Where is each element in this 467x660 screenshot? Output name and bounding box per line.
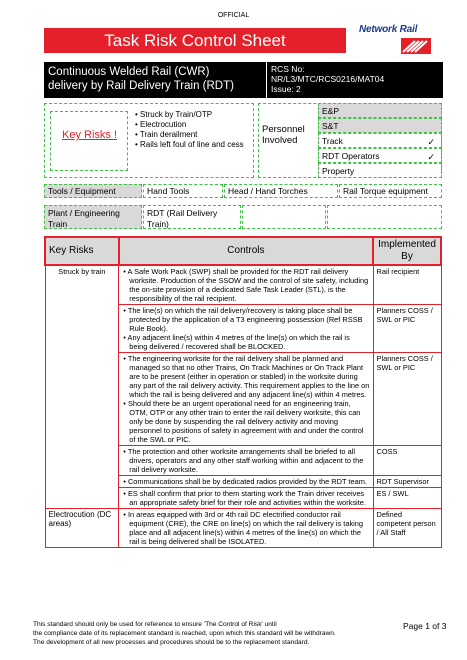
table-row [45, 509, 441, 548]
controls-cell: • A Safe Work Pack (SWP) shall be provided for the RDT rail delivery worksite. Production of the SSOW and the control of site safety, including the on-site provision of a dedicated Safe Task Leader (STL), is the responsibility of the rail recipient. [119, 265, 373, 305]
implemented-by-cell: Rail recipient [373, 265, 441, 305]
personnel-row: S&T [318, 118, 442, 133]
risk-cell [45, 476, 119, 488]
controls-cell: • The line(s) on which the rail delivery/recovery is taking place shall be protected by the application of a T3 engineering possession (Ref RSSB Rule Book). • Any adjacent line(s) within 4 metres of the line(s) on which the rail is being delivered / recovered shall be BLOCKED. [119, 305, 373, 353]
controls-table [44, 236, 442, 548]
controls-cell: • The protection and other worksite arrangements shall be briefed to all drivers, operators and any other staff working within and adjacent to the rail delivery worksite. [119, 446, 373, 476]
implemented-by-cell: Planners COSS / SWL or PIC [373, 353, 441, 446]
table-row [45, 305, 441, 353]
controls-cell: • The engineering worksite for the rail delivery shall be planned and managed so that no other Trains, On Track Machines or On Track Plant are to be present (either in operation or stabled) in the worksite during any part of the rail delivery activity. This requirement applies to the line on which the rail is being delivered and any adjacent line(s) within 4 metres. • Should there be an urgent operational need for an engineering train, OTM, OTP or any other train to enter the rail delivery worksite, this can only be done by suspending the rail delivery activity and moving personnel to positions of safety in agreement with and under the control of the SWL or PIC. [119, 353, 373, 446]
plant-empty-cell [242, 205, 326, 229]
risk-cell [45, 305, 119, 353]
table-row [45, 265, 441, 305]
check-icon: ✓ [427, 152, 435, 162]
col-header-implemented-by: Implemented By [373, 237, 441, 265]
implemented-by-cell: Planners COSS / SWL or PIC [373, 305, 441, 353]
footer-line: This standard should only be used for reference to ensure 'The Control of Risk' until [33, 621, 277, 628]
logo-text: Network Rail [359, 24, 418, 35]
network-rail-logo [357, 24, 433, 56]
implemented-by-cell: RDT Supervisor [373, 476, 441, 488]
footer-line: the compliance date of its replacement standard is reached, upon which this standard will be withdrawn. [33, 630, 336, 637]
tool-item: Head / Hand Torches [224, 184, 338, 198]
check-icon: ✓ [427, 137, 435, 147]
page-title: Task Risk Control Sheet [44, 28, 346, 53]
risk-cell [45, 488, 119, 509]
tools-label: Tools / Equipment [44, 184, 142, 198]
table-row [45, 446, 441, 476]
risk-cell [45, 446, 119, 476]
controls-cell: • Communications shall be by dedicated radios provided by the RDT team. [119, 476, 373, 488]
personnel-label: Personnel Involved [262, 124, 305, 146]
col-header-key-risks: Key Risks [45, 237, 119, 265]
footer-line: The development of all new processes and procedures should be to the replacement standard. [33, 639, 310, 646]
implemented-by-cell: COSS [373, 446, 441, 476]
personnel-list [318, 103, 442, 178]
risk-cell: Struck by train [45, 265, 119, 305]
rcs-number: NR/L3/MTC/RCS0216/MAT04 [271, 74, 385, 84]
list-item: • Electrocution [135, 120, 187, 129]
personnel-row: Property [318, 163, 442, 178]
document-title [44, 62, 266, 98]
rcs-label: RCS No: [271, 64, 305, 74]
table-header-row [45, 237, 441, 265]
document-title-line1: Continuous Welded Rail (CWR) [48, 66, 210, 78]
controls-cell: • ES shall confirm that prior to them starting work the Train driver receives an appropriate safety brief for their role and activities within the worksite. [119, 488, 373, 509]
table-row [45, 488, 441, 509]
personnel-row: RDT Operators ✓ [318, 148, 442, 163]
key-risks-list [134, 110, 252, 150]
page-number: Page 1 of 3 [403, 621, 447, 631]
implemented-by-cell: Defined competent person / All Staff [373, 509, 441, 548]
document-title-line2: delivery by Rail Delivery Train (RDT) [48, 80, 234, 92]
controls-cell: • In areas equipped with 3rd or 4th rail DC electrified conductor rail equipment (CRE), the CRE on line(s) on which the rail delivery is taking place and all adjacent line(s) within 4 metres of the line(s) on which the rail is being delivered shall be ISOLATED. [119, 509, 373, 548]
plant-label: Plant / Engineering Train [44, 205, 142, 229]
risk-cell: Electrocution (DC areas) [45, 509, 119, 548]
key-risks-link[interactable]: Key Risks ! [62, 129, 118, 141]
col-header-controls: Controls [119, 237, 373, 265]
risk-cell [45, 353, 119, 446]
plant-item: RDT (Rail Delivery Train) [143, 205, 241, 229]
footer-disclaimer [33, 620, 413, 647]
personnel-row: E&P [318, 103, 442, 118]
list-item: • Struck by Train/OTP [135, 110, 213, 119]
personnel-row: Track ✓ [318, 133, 442, 148]
classification-label: OFFICIAL [217, 12, 250, 19]
list-item: • Rails left foul of line and cess [135, 140, 244, 149]
table-row [45, 353, 441, 446]
list-item: • Train derailment [135, 130, 198, 139]
table-row [45, 476, 441, 488]
implemented-by-cell: ES / SWL [373, 488, 441, 509]
issue-number: Issue: 2 [271, 84, 301, 94]
rcs-reference [267, 62, 443, 98]
tool-item: Hand Tools [143, 184, 223, 198]
plant-empty-cell [327, 205, 442, 229]
tool-item: Rail Torque equipment [339, 184, 442, 198]
